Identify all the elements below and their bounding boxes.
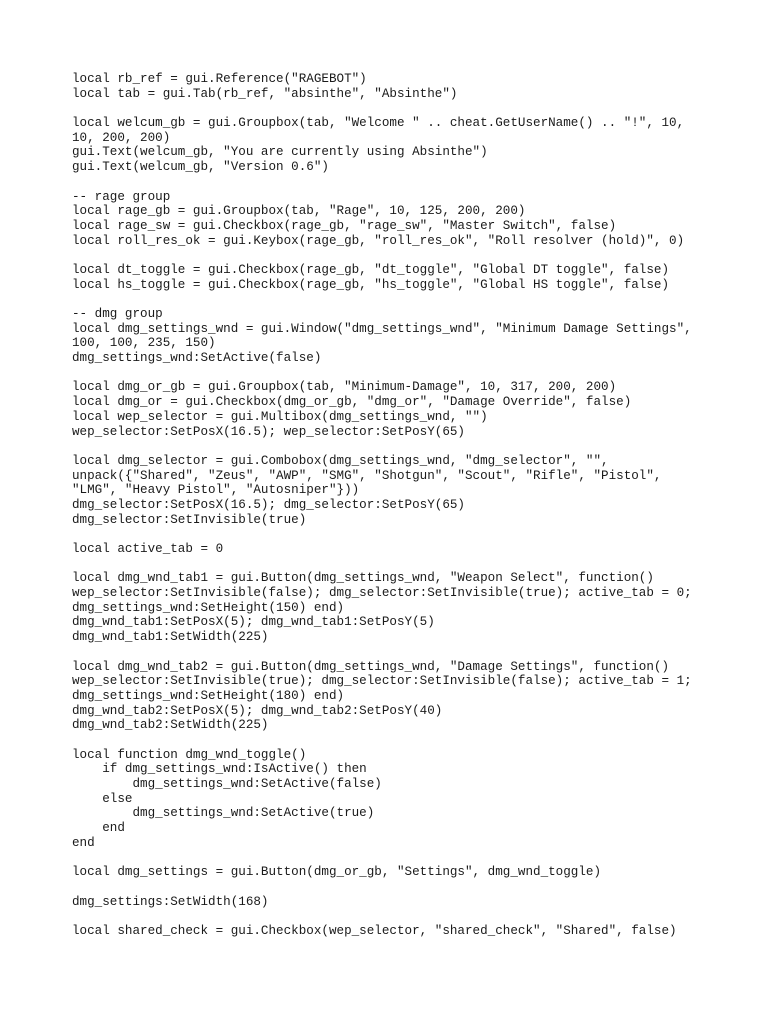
code-line: local wep_selector = gui.Multibox(dmg_settings_wnd, "") xyxy=(72,409,488,424)
code-line: 10, 200, 200) xyxy=(72,130,171,145)
blank-line xyxy=(72,645,762,660)
code-line: dmg_selector:SetPosX(16.5); dmg_selector:SetPosY(65) xyxy=(72,497,465,512)
code-line: dmg_settings_wnd:SetActive(true) xyxy=(72,806,375,821)
code-line: local dmg_settings = gui.Button(dmg_or_gb, "Settings", dmg_wnd_toggle) xyxy=(72,865,602,880)
code-line: local dmg_or = gui.Checkbox(dmg_or_gb, "dmg_or", "Damage Override", false) xyxy=(72,395,632,410)
code-line: end xyxy=(72,835,95,850)
code-line: dmg_settings_wnd:SetHeight(180) end) xyxy=(72,688,345,703)
code-line: unpack({"Shared", "Zeus", "AWP", "SMG", "Shotgun", "Scout", "Rifle", "Pistol", xyxy=(72,468,662,483)
blank-line xyxy=(72,557,762,572)
blank-line xyxy=(72,366,762,381)
code-line: if dmg_settings_wnd:IsActive() then xyxy=(72,762,367,777)
code-line: dmg_wnd_tab1:SetPosX(5); dmg_wnd_tab1:SetPosY(5) xyxy=(72,615,435,630)
code-line: local welcum_gb = gui.Groupbox(tab, "Welcome " .. cheat.GetUserName() .. "!", 10, xyxy=(72,116,685,131)
code-line: -- rage group xyxy=(72,189,171,204)
code-line: local dmg_wnd_tab1 = gui.Button(dmg_settings_wnd, "Weapon Select", function() xyxy=(72,571,654,586)
code-line: local dmg_selector = gui.Combobox(dmg_settings_wnd, "dmg_selector", "", xyxy=(72,453,609,468)
blank-line xyxy=(72,292,762,307)
code-line: dmg_wnd_tab1:SetWidth(225) xyxy=(72,630,269,645)
code-line: 100, 100, 235, 150) xyxy=(72,336,216,351)
blank-line xyxy=(72,175,762,190)
code-line: gui.Text(welcum_gb, "Version 0.6") xyxy=(72,160,329,175)
code-line: dmg_settings_wnd:SetActive(false) xyxy=(72,351,322,366)
blank-line xyxy=(72,880,762,895)
code-line: else xyxy=(72,791,133,806)
code-line: local dmg_or_gb = gui.Groupbox(tab, "Minimum-Damage", 10, 317, 200, 200) xyxy=(72,380,617,395)
code-line: wep_selector:SetPosX(16.5); wep_selector:SetPosY(65) xyxy=(72,424,465,439)
code-line: dmg_wnd_tab2:SetWidth(225) xyxy=(72,718,269,733)
code-line: local roll_res_ok = gui.Keybox(rage_gb, "roll_res_ok", "Roll resolver (hold)", 0) xyxy=(72,233,685,248)
code-line: local dmg_wnd_tab2 = gui.Button(dmg_settings_wnd, "Damage Settings", function() xyxy=(72,659,670,674)
code-line: local function dmg_wnd_toggle() xyxy=(72,747,307,762)
code-line: dmg_settings:SetWidth(168) xyxy=(72,894,269,909)
code-line: dmg_settings_wnd:SetHeight(150) end) xyxy=(72,600,345,615)
code-line: dmg_wnd_tab2:SetPosX(5); dmg_wnd_tab2:SetPosY(40) xyxy=(72,703,443,718)
code-line: -- dmg group xyxy=(72,307,163,321)
code-line: local rb_ref = gui.Reference("RAGEBOT") xyxy=(72,72,367,86)
blank-line xyxy=(72,850,762,865)
code-line: local rage_sw = gui.Checkbox(rage_gb, "rage_sw", "Master Switch", false) xyxy=(72,218,617,233)
code-line: local tab = gui.Tab(rb_ref, "absinthe", "Absinthe") xyxy=(72,86,458,101)
blank-line xyxy=(72,248,762,263)
code-line: local dt_toggle = gui.Checkbox(rage_gb, "dt_toggle", "Global DT toggle", false) xyxy=(72,262,670,277)
code-line: "LMG", "Heavy Pistol", "Autosniper"})) xyxy=(72,483,360,498)
blank-line xyxy=(72,101,762,116)
code-line: gui.Text(welcum_gb, "You are currently using Absinthe") xyxy=(72,145,488,160)
code-line: dmg_settings_wnd:SetActive(false) xyxy=(72,777,382,791)
code-line: local hs_toggle = gui.Checkbox(rage_gb, "hs_toggle", "Global HS toggle", false) xyxy=(72,277,670,292)
code-line: local dmg_settings_wnd = gui.Window("dmg_settings_wnd", "Minimum Damage Settings", xyxy=(72,321,692,336)
blank-line xyxy=(72,733,762,748)
code-line: dmg_selector:SetInvisible(true) xyxy=(72,512,307,527)
blank-line xyxy=(72,439,762,454)
code-line: local rage_gb = gui.Groupbox(tab, "Rage", 10, 125, 200, 200) xyxy=(72,204,526,219)
blank-line xyxy=(72,527,762,542)
blank-line xyxy=(72,909,762,924)
code-line: wep_selector:SetInvisible(false); dmg_selector:SetInvisible(true); active_tab = 0; xyxy=(72,586,692,601)
code-line: wep_selector:SetInvisible(true); dmg_selector:SetInvisible(false); active_tab = 1; xyxy=(72,674,692,689)
code-listing xyxy=(72,72,762,939)
code-line: local active_tab = 0 xyxy=(72,542,224,556)
code-line: local shared_check = gui.Checkbox(wep_selector, "shared_check", "Shared", false) xyxy=(72,923,677,938)
code-line: end xyxy=(72,821,125,836)
